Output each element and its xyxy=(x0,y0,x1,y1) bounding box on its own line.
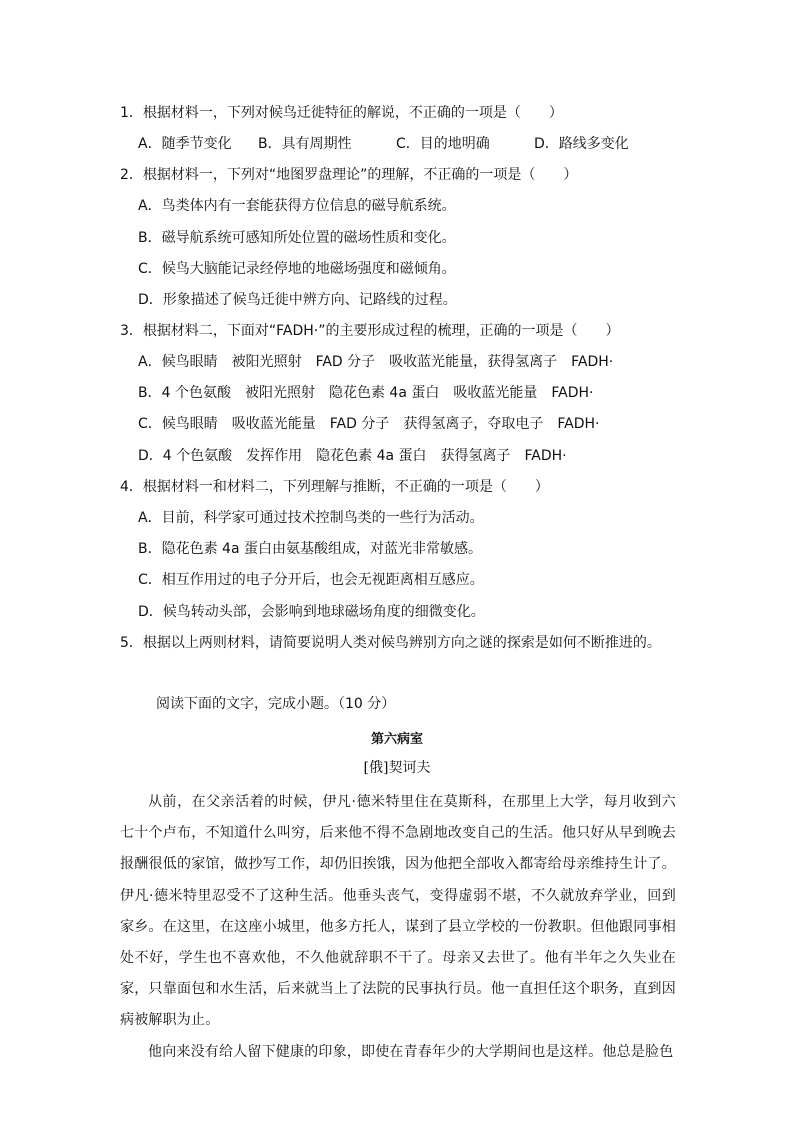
question-2-option-c: C．候鸟大脑能记录经停地的地磁场强度和磁倾角。 xyxy=(138,261,456,277)
question-2-option-d: D．形象描述了候鸟迁徙中辨方向、记路线的过程。 xyxy=(138,292,457,308)
question-1-option-a: A．随季节变化 xyxy=(138,136,232,152)
question-1-stem: 1．根据材料一，下列对候鸟迁徙特征的解说，不正确的一项是（ ） xyxy=(120,105,563,121)
question-1-option-b: B．具有周期性 xyxy=(258,136,352,152)
story-body xyxy=(120,787,676,1068)
story-author: [俄]契诃夫 xyxy=(363,760,431,776)
question-3-option-c: C．候鸟眼睛 吸收蓝光能量 FAD 分子 获得氢离子，夺取电子 FADH· xyxy=(138,416,600,432)
question-1-option-c: C．目的地明确 xyxy=(396,136,490,152)
question-2-option-a: A．鸟类体内有一套能获得方位信息的磁导航系统。 xyxy=(138,198,456,214)
question-4-option-c: C．相互作用过的电子分开后，也会无视距离相互感应。 xyxy=(138,572,484,588)
question-3-option-d: D．4 个色氨酸 发挥作用 隐花色素 4a 蛋白 获得氢离子 FADH· xyxy=(138,448,567,464)
question-4-option-b: B．隐花色素 4a 蛋白由氨基酸组成，对蓝光非常敏感。 xyxy=(138,541,482,557)
question-4-option-a: A．目前，科学家可通过技术控制鸟类的一些行为活动。 xyxy=(138,510,484,526)
question-2-option-b: B．磁导航系统可感知所处位置的磁场性质和变化。 xyxy=(138,230,456,246)
question-3-option-a: A．候鸟眼睛 被阳光照射 FAD 分子 吸收蓝光能量，获得氢离子 FADH· xyxy=(138,354,614,370)
question-3-stem: 3．根据材料二，下面对“FADH·”的主要形成过程的梳理，正确的一项是（ ） xyxy=(120,323,620,339)
question-4-option-d: D．候鸟转动头部，会影响到地球磁场角度的细微变化。 xyxy=(138,604,485,620)
story-paragraph-2: 他向来没有给人留下健康的印象，即使在青春年少的大学期间也是这样。他总是脸色 xyxy=(148,1043,674,1060)
story-title: 第六病室 xyxy=(370,732,423,747)
question-2-stem: 2．根据材料一，下列对“地图罗盘理论”的理解，不正确的一项是（ ） xyxy=(120,167,578,183)
question-5-stem: 5．根据以上两则材料，请简要说明人类对候鸟辨别方向之谜的探索是如何不断推进的。 xyxy=(120,635,661,651)
reading-instruction: 阅读下面的文字，完成小题。（10 分） xyxy=(156,696,396,712)
question-4-stem: 4．根据材料一和材料二，下列理解与推断，不正确的一项是（ ） xyxy=(120,479,549,495)
question-3-option-b: B．4 个色氨酸 被阳光照射 隐花色素 4a 蛋白 吸收蓝光能量 FADH· xyxy=(138,385,594,401)
question-1-option-d: D．路线多变化 xyxy=(534,136,629,152)
story-paragraph-1: 从前，在父亲活着的时候，伊凡·德米特里住在莫斯科，在那里上大学，每月收到六七十个卢布，不知道什么叫穷，后来他不得不急剧地改变自己的生活。他只好从早到晚去报酬很低的家馆，做抄写工作，却仍旧挨饿，因为他把全部收入都寄给母亲维持生计了。伊凡·德米特里忍受不了这种生活。他垂头丧气，变得虚弱不堪，不久就放弃学业，回到家乡。在这里，在这座小城里，他多方托人，谋到了县立学校的一份教职。但他跟同事相处不好，学生也不喜欢他，不久他就辞职不干了。母亲又去世了。他有半年之久失业在家，只靠面包和水生活，后来就当上了法院的民事执行员。他一直担任这个职务，直到因病被解职为止。 xyxy=(120,794,676,1029)
